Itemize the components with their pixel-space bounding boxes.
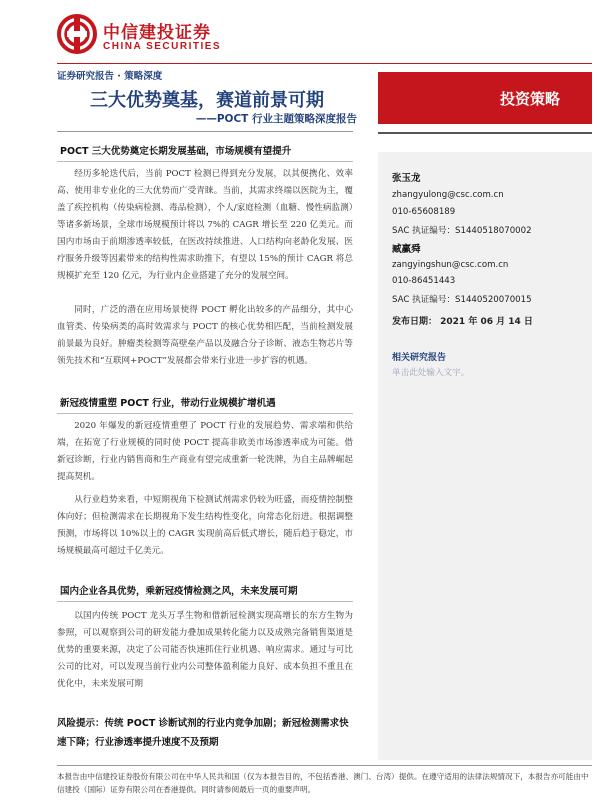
disclaimer-text: 本报告由中信建投证券股份有限公司在中华人民共和国（仅为本报告目的，不包括香港、澳门、台湾）提供。在遵守适用的法律法规情况下，本报告亦可能由中信建投（国际）证券有限公司在香港提供。同时请参阅最后一页的重要声明。 <box>57 772 589 794</box>
report-title: 三大优势奠基，赛道前景可期 <box>90 90 324 111</box>
analyst-name: 臧赢舜 <box>392 244 421 255</box>
strategy-banner <box>378 72 592 124</box>
right-column-divider <box>378 132 592 134</box>
analyst-name: 张玉龙 <box>392 173 421 184</box>
related-research-title: 相关研究报告 <box>392 353 447 363</box>
header-divider <box>57 63 592 64</box>
section-heading: 新冠疫情重塑 POCT 行业，带动行业规模扩增机遇 <box>57 394 353 414</box>
company-logo <box>57 12 222 56</box>
risk-warning: 风险提示：传统 POCT 诊断试剂的行业内竞争加剧；新冠检测需求快速下降；行业渗透率提升速度不及预期 <box>57 718 349 748</box>
footer-divider <box>57 765 592 766</box>
circular-emblem-icon <box>57 14 97 54</box>
analyst-sac-number: SAC 执证编号：S1440518070002 <box>392 226 532 236</box>
body-paragraph: 经历多轮迭代后，当前 POCT 检测已得到充分发展，以其便携化、效率高、使用非专业化的三大优势而广受青睐。当前，其需求终端以医院为主，覆盖了疾控机构（传染病检测、毒品检测），个人/家庭检测（血糖、慢性病监测）等诸多新场景，全球市场规模预计将以 7%的 CAGR 增长至 220 亿美元。而国内市场由于前期渗透率较低，在医改持续推进、人口结构向老龄化发展、医疗服务升级等因素带来的结构性需求助推下，有望以 15%的预计 CAGR 将总规模扩充至 120 亿元，为行业内企业搭建了充分的发展空间。 <box>57 169 353 281</box>
analyst-phone: 010-65608189 <box>392 207 456 217</box>
body-paragraph: 以国内传统 POCT 龙头万孚生物和借新冠检测实现高增长的东方生物为参照，可以观察到公司的研发能力叠加成果转化能力以及成熟完备销售渠道是优势的重要来源，决定了公司能否快速抓住行业机遇、响应需求。通过与可比公司的比对，可以发现当前行业内公司整体盈利能力良好、成本负担不重且在优化中，未来发展可期 <box>57 611 353 689</box>
analyst-sac-number: SAC 执证编号：S1440520070015 <box>392 295 532 305</box>
analyst-panel <box>378 152 592 348</box>
related-research-panel <box>378 348 592 760</box>
body-paragraph: 2020 年爆发的新冠疫情重塑了 POCT 行业的发展趋势、需求端和供给端，在拓宽了行业规模的同时使 POCT 提高非欧美市场渗透率成为可能。借新冠诊断，行业内销售商和生产商业有望完成重新一轮洗牌，为自主品牌崛起提高契机。 <box>57 421 353 482</box>
publish-date: 发布日期： 2021 年 06 月 14 日 <box>392 317 533 327</box>
left-column-divider <box>57 131 353 132</box>
brand-name-cn: 中信建投证券 <box>103 23 211 43</box>
report-category: 证券研究报告 · 策略深度 <box>57 71 163 82</box>
analyst-email[interactable]: zangyingshun@csc.com.cn <box>392 260 509 270</box>
section-heading: 国内企业各具优势，乘新冠疫情检测之风，未来发展可期 <box>57 582 353 602</box>
body-paragraph: 从行业趋势来看，中短期视角下检测试剂需求仍较为旺盛，而疫情控制整体向好；但检测需求在长期视角下发生结构性变化，向常态化衍进。根据调整预测，市场将以 10%以上的 CAGR 实现前高后低式增长，随后趋于稳定，市场规模最高可超过千亿美元。 <box>57 495 353 556</box>
section-heading: POCT 三大优势奠定长期发展基础，市场规模有望提升 <box>57 142 353 162</box>
analyst-phone: 010-86451443 <box>392 276 456 286</box>
report-subtitle: ——POCT 行业主题策略深度报告 <box>195 113 357 125</box>
strategy-label: 投资策略 <box>499 90 560 108</box>
analyst-email[interactable]: zhangyulong@csc.com.cn <box>392 190 504 200</box>
brand-name-en: CHINA SECURITIES <box>103 41 222 52</box>
related-research-placeholder[interactable]: 单击此处输入文字。 <box>392 368 470 378</box>
body-paragraph: 同时，广泛的潜在应用场景使得 POCT 孵化出较多的产品细分，其中心血管类、传染病类的高时效需求与 POCT 的核心优势相匹配，当前检测发展前景最为良好。肿瘤类检测等高壁垒产品以及融合分子诊断、液态生物芯片等领先技术和“互联网+POCT”发展都会带来行业进一步扩容的机遇。 <box>57 305 353 366</box>
